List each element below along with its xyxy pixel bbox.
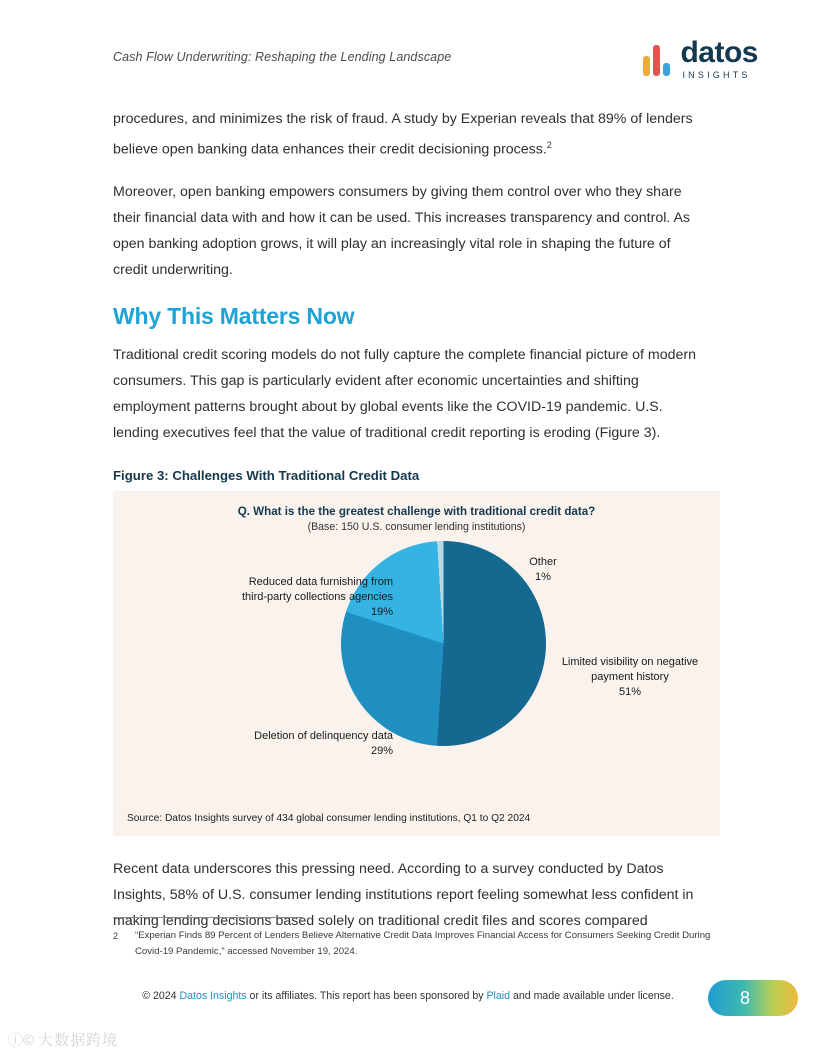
pie-label-limited-line2: payment history bbox=[591, 670, 669, 683]
paragraph-2: Moreover, open banking empowers consumers by giving them control over who they share their financial data with and how it can be used. This increases transparency and control. As open banking adoption grows, it will play an increasingly vital role in shaping the future of credit underwriting. bbox=[113, 183, 691, 278]
pie-chart bbox=[113, 533, 720, 783]
figure-caption: Figure 3: Challenges With Traditional Credit Data bbox=[113, 467, 420, 483]
running-head: Cash Flow Underwriting: Reshaping the Lending Landscape bbox=[113, 50, 452, 64]
paragraph-4: Recent data underscores this pressing need. According to a survey conducted by Datos Insights, 58% of U.S. consumer lending institutions report feeling somewhat less confident in making lending decisions based solely on traditional credit files and scores compared bbox=[113, 860, 694, 929]
pie-label-other-value: 1% bbox=[535, 570, 551, 583]
logo-wordmark: datos bbox=[680, 36, 758, 69]
logo-bar-orange bbox=[643, 56, 650, 76]
pie-label-reduced-line1: Reduced data furnishing from bbox=[248, 575, 393, 588]
footer-copy-mid: or its affiliates. This report has been sponsored by bbox=[246, 990, 487, 1002]
logo-bars-icon bbox=[643, 42, 670, 76]
paragraph-3: Traditional credit scoring models do not fully capture the complete financial picture of modern consumers. This gap is particularly evident after economic uncertainties and shifting employment patterns brought about by global events like the COVID-19 pandemic. U.S. lending executives feel that the value of traditional credit reporting is eroding (Figure 3). bbox=[113, 346, 697, 441]
chart-title: Q. What is the the greatest challenge with traditional credit data? bbox=[237, 504, 596, 518]
watermark-text: 大数据跨境 bbox=[38, 1032, 119, 1049]
paragraph-1 bbox=[113, 106, 705, 163]
document-body bbox=[113, 106, 705, 950]
footer-copy-post: and made available under license. bbox=[510, 990, 674, 1002]
pie-label-deletion-name: Deletion of delinquency data bbox=[254, 729, 393, 742]
footer-link-datos[interactable]: Datos Insights bbox=[179, 990, 247, 1002]
pie-label-other-name: Other bbox=[529, 555, 557, 568]
watermark bbox=[8, 1029, 118, 1050]
logo-bar-red bbox=[653, 45, 660, 76]
page-number: 8 bbox=[739, 988, 750, 1008]
pie-label-deletion-value: 29% bbox=[370, 744, 393, 757]
pie-label-reduced-value: 19% bbox=[370, 605, 393, 618]
pie-label-deletion bbox=[153, 729, 393, 759]
watermark-copyright-icon: ⓘ© bbox=[8, 1032, 35, 1049]
pie-label-reduced-line2: third-party collections agencies bbox=[241, 590, 393, 603]
figure-3 bbox=[113, 491, 720, 836]
section-heading: Why This Matters Now bbox=[113, 302, 355, 329]
paragraph-1-text: procedures, and minimizes the risk of fraud. A study by Experian reveals that 89% of lenders believe open banking data enhances their credit decisioning process. bbox=[113, 111, 693, 158]
logo-subtitle: INSIGHTS bbox=[682, 70, 751, 80]
chart-subtitle: (Base: 150 U.S. consumer lending institutions) bbox=[307, 520, 526, 533]
pie-label-reduced-furnishing bbox=[173, 575, 393, 620]
footnote-number: 2 bbox=[113, 931, 119, 941]
pie-label-other bbox=[483, 555, 603, 585]
logo-text bbox=[680, 38, 758, 80]
logo-bar-blue bbox=[663, 63, 670, 76]
page-footer bbox=[0, 990, 816, 1002]
pie-label-limited-visibility bbox=[545, 655, 715, 700]
footer-link-plaid[interactable]: Plaid bbox=[486, 990, 511, 1002]
pie-label-limited-value: 51% bbox=[618, 685, 642, 698]
footnote-divider bbox=[113, 917, 303, 918]
pie-label-limited-line1: Limited visibility on negative bbox=[561, 655, 699, 668]
footnote-block bbox=[113, 928, 713, 960]
datos-insights-logo bbox=[643, 38, 758, 80]
page-header bbox=[0, 0, 816, 100]
footnote-ref-2: 2 bbox=[546, 140, 552, 150]
footnote-text: “Experian Finds 89 Percent of Lenders Believe Alternative Credit Data Improves Financial Access for Consumers Seeking Credit During Covid-19 Pandemic,” accessed November 19, 2024. bbox=[135, 930, 711, 957]
footer-copy-pre: © 2024 bbox=[142, 990, 180, 1002]
figure-source: Source: Datos Insights survey of 434 global consumer lending institutions, Q1 to Q2 2024 bbox=[127, 812, 531, 824]
